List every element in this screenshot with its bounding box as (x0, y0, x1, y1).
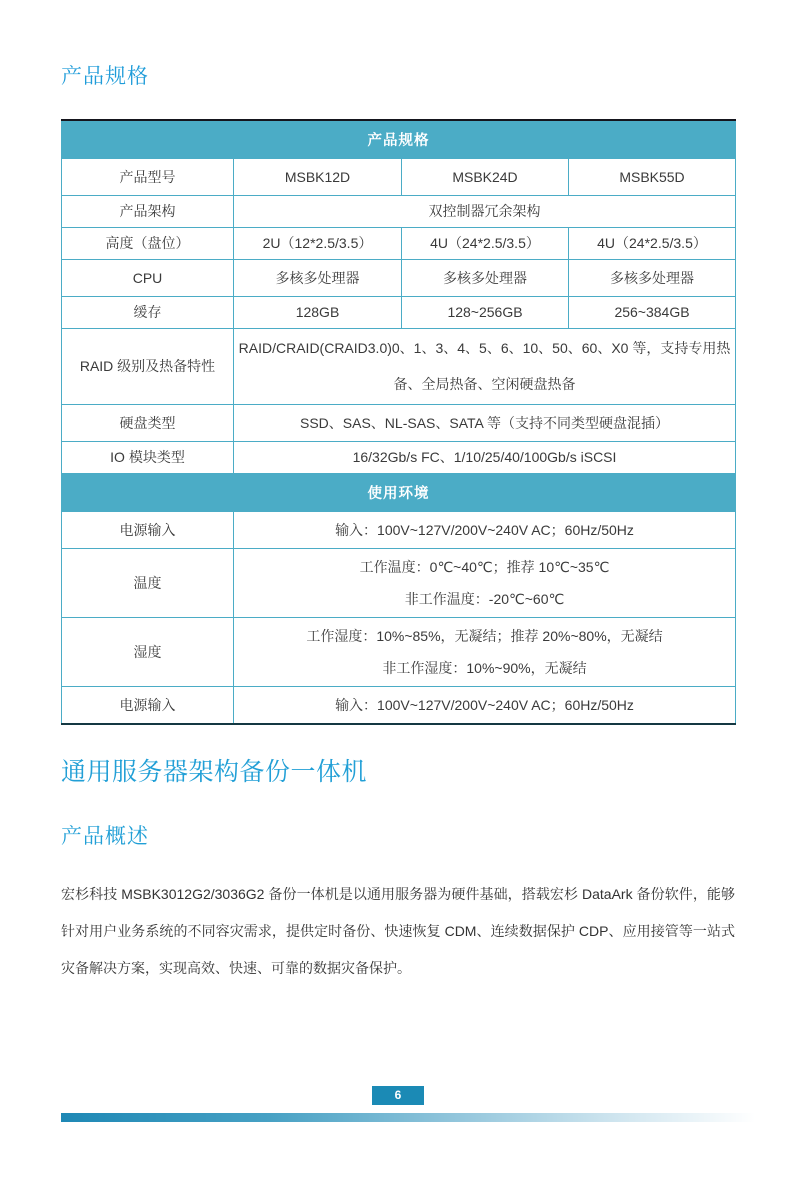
row-label: IO 模块类型 (62, 441, 234, 473)
cell-value: 多核多处理器 (402, 259, 569, 296)
overview-paragraph: 宏杉科技 MSBK3012G2/3036G2 备份一体机是以通用服务器为硬件基础，搭载宏杉 DataArk 备份软件，能够针对用户业务系统的不同容灾需求，提供定时备份、快速恢复 CDM、连续数据保护 CDP、应用接管等一站式灾备解决方案，实现高效、快速、可靠的数据灾备保护。 (61, 885, 735, 976)
cell-value: 256~384GB (569, 296, 736, 328)
cell-value: 4U（24*2.5/3.5） (402, 227, 569, 259)
cell-line: 输入：100V~127V/200V~240V AC；60Hz/50Hz (335, 696, 634, 713)
row-label: CPU (62, 259, 234, 296)
cell-value: SSD、SAS、NL-SAS、SATA 等（支持不同类型硬盘混插） (234, 404, 736, 441)
row-label: 高度（盘位） (62, 227, 234, 259)
row-label: 产品型号 (62, 158, 234, 195)
page-content (0, 60, 794, 987)
table-row-raid (62, 328, 736, 404)
table-section-header-row (62, 473, 736, 511)
cell-value: MSBK12D (234, 158, 402, 195)
cell-value: 16/32Gb/s FC、1/10/25/40/100Gb/s iSCSI (234, 441, 736, 473)
page-number-badge: 6 (372, 1086, 424, 1105)
row-label: RAID 级别及热备特性 (62, 328, 234, 404)
table-row-cache (62, 296, 736, 328)
table-section-header-row (62, 120, 736, 158)
table-row-disk-type (62, 404, 736, 441)
cell-line: 非工作湿度：10%~90%，无凝结 (382, 659, 587, 676)
table-row-power-input (62, 686, 736, 724)
table-row-io-module (62, 441, 736, 473)
table-row-power-input (62, 511, 736, 548)
section-title-general-server-backup-appliance: 通用服务器架构备份一体机 (61, 757, 368, 786)
cell-value (234, 617, 736, 686)
cell-line: 非工作温度：-20℃~60℃ (404, 590, 565, 607)
cell-value: RAID/CRAID(CRAID3.0)0、1、3、4、5、6、10、50、60、X0 等，支持专用热备、全局热备、空闲硬盘热备 (234, 328, 736, 404)
cell-value: 多核多处理器 (234, 259, 402, 296)
cell-value (234, 686, 736, 724)
row-label: 缓存 (62, 296, 234, 328)
cell-value: 128~256GB (402, 296, 569, 328)
row-label: 温度 (62, 548, 234, 617)
page-title: 产品规格 (61, 65, 149, 88)
spec-section-header: 产品规格 (62, 120, 736, 158)
row-label: 硬盘类型 (62, 404, 234, 441)
cell-value (234, 511, 736, 548)
row-label: 电源输入 (62, 686, 234, 724)
cell-value: 2U（12*2.5/3.5） (234, 227, 402, 259)
row-label: 产品架构 (62, 195, 234, 227)
row-label: 电源输入 (62, 511, 234, 548)
cell-value (234, 548, 736, 617)
cell-value: 双控制器冗余架构 (234, 195, 736, 227)
table-row-architecture (62, 195, 736, 227)
document-page (0, 60, 794, 1183)
product-spec-table (61, 119, 736, 725)
table-row-cpu (62, 259, 736, 296)
cell-line: 工作湿度：10%~85%，无凝结；推荐 20%~80%，无凝结 (306, 627, 663, 644)
table-row-model (62, 158, 736, 195)
table-row-temperature (62, 548, 736, 617)
table-row-humidity (62, 617, 736, 686)
row-label: 湿度 (62, 617, 234, 686)
table-row-height (62, 227, 736, 259)
cell-value: 4U（24*2.5/3.5） (569, 227, 736, 259)
cell-value: 128GB (234, 296, 402, 328)
cell-value: MSBK24D (402, 158, 569, 195)
section-title-product-overview: 产品概述 (61, 824, 149, 848)
cell-line: 输入：100V~127V/200V~240V AC；60Hz/50Hz (335, 521, 634, 538)
cell-value: 多核多处理器 (569, 259, 736, 296)
footer-gradient-bar (61, 1113, 755, 1122)
cell-value: MSBK55D (569, 158, 736, 195)
env-section-header: 使用环境 (62, 473, 736, 511)
cell-line: 工作温度：0℃~40℃；推荐 10℃~35℃ (359, 558, 610, 575)
